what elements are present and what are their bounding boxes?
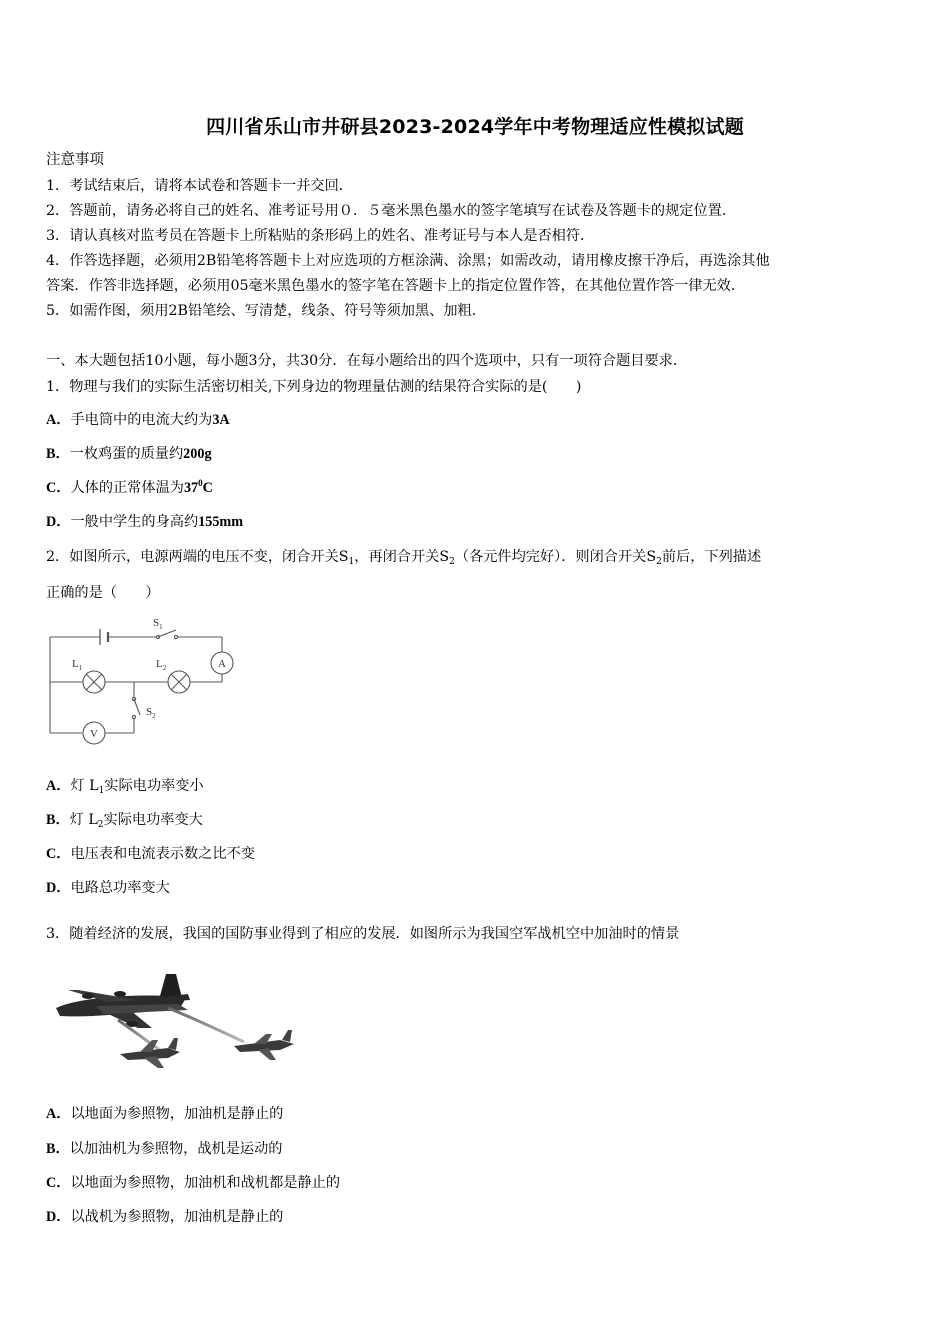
stem-part: 前后，下列描述 (661, 549, 762, 565)
stem-part: 2．如图所示，电源两端的电压不变，闭合开关S (46, 549, 349, 565)
circuit-diagram (44, 615, 244, 750)
notice-item: 3．请认真核对监考员在答题卡上所粘贴的条形码上的姓名、准考证号与本人是否相符． (46, 228, 595, 244)
option-superscript: 0 (198, 478, 203, 488)
subscript: 2 (97, 820, 104, 830)
option-letter: A． (46, 1106, 71, 1122)
option-value: 155mm (198, 514, 244, 530)
option-text: 以地面为参照物，加油机和战机都是静止的 (70, 1175, 341, 1191)
option-value: 37 (183, 480, 199, 496)
notice-item: 2．答题前，请务必将自己的姓名、准考证号用０．５毫米黑色墨水的签字笔填写在试卷及答题卡的规定位置． (46, 203, 737, 219)
option-text: 灯 L (69, 812, 98, 828)
q2-option-a (46, 776, 204, 798)
option-text: 电压表和电流表示数之比不变 (70, 846, 255, 862)
question-2-stem (46, 547, 761, 569)
stem-part: ，再闭合开关S (354, 549, 450, 565)
q2-option-b (46, 810, 203, 832)
notice-item: 答案．作答非选择题，必须用05毫米黑色墨水的签字笔在答题卡上的指定位置作答，在其他位置作答一律无效． (46, 278, 746, 294)
lamp-l2-label: $L_2$ (156, 658, 167, 672)
option-letter: B． (46, 446, 70, 462)
notice-heading: 注意事项 (46, 152, 104, 168)
notice-item: 4．作答选择题，必须用2B铅笔将答题卡上对应选项的方框涂满、涂黑；如需改动，请用橡皮擦干净后，再选涂其他 (46, 253, 770, 269)
option-text: 手电筒中的电流大约为 (70, 412, 213, 428)
subscript: 1 (348, 557, 355, 567)
q3-option-a (46, 1104, 283, 1124)
option-text: 一般中学生的身高约 (70, 514, 199, 530)
subscript: 2 (656, 557, 662, 567)
option-value: 200g (183, 446, 212, 462)
option-text: 实际电功率变大 (103, 812, 203, 828)
notice-item: 5．如需作图，须用2B铅笔绘、写清楚，线条、符号等须加黑、加粗． (46, 303, 486, 319)
option-text: 电路总功率变大 (70, 880, 170, 896)
option-letter: D． (46, 1209, 71, 1225)
option-text: 一枚鸡蛋的质量约 (69, 446, 184, 462)
option-value: 3A (212, 412, 230, 428)
q1-option-a (46, 410, 230, 430)
option-letter: D． (46, 880, 71, 896)
section-intro: 一、本大题包括10小题，每小题3分，共30分．在每小题给出的四个选项中，只有一项符合题目要求． (46, 353, 688, 369)
q3-option-d (46, 1207, 283, 1227)
option-letter: B． (46, 812, 70, 828)
option-text: 以地面为参照物，加油机是静止的 (70, 1106, 284, 1122)
option-letter: A． (46, 778, 71, 794)
option-text: 以加油机为参照物，战机是运动的 (69, 1141, 283, 1157)
subscript: 2 (449, 557, 455, 567)
option-letter: D． (46, 514, 71, 530)
option-letter: C． (46, 480, 71, 496)
stem-part: （各元件均完好）．则闭合开关S (454, 549, 657, 565)
q1-option-d (46, 512, 243, 532)
switch-s1-label: $S_1$ (153, 617, 163, 631)
q3-option-b (46, 1139, 282, 1159)
option-letter: B． (46, 1141, 70, 1157)
notice-item: 1．考试结束后，请将本试卷和答题卡一并交回． (46, 178, 353, 194)
option-text: 以战机为参照物，加油机是静止的 (70, 1209, 284, 1225)
voltmeter-label: V (90, 728, 98, 740)
page-title: 四川省乐山市井研县2023-2024学年中考物理适应性模拟试题 (206, 116, 744, 138)
question-3-stem: 3．随着经济的发展，我国的国防事业得到了相应的发展．如图所示为我国空军战机空中加油时的情景 (46, 926, 680, 942)
q1-option-b (46, 444, 212, 464)
q2-option-c (46, 844, 255, 864)
option-letter: C． (46, 1175, 71, 1191)
subscript: 1 (98, 786, 105, 796)
option-text: 实际电功率变小 (104, 778, 204, 794)
aerial-refueling-image (48, 968, 308, 1078)
q1-option-c (46, 478, 213, 499)
option-letter: C． (46, 846, 71, 862)
q3-option-c (46, 1173, 340, 1193)
lamp-l1-label: $L_1$ (72, 658, 83, 672)
option-letter: A． (46, 412, 71, 428)
q2-option-d (46, 878, 170, 898)
ammeter-label: A (218, 658, 226, 670)
option-text: 灯 L (70, 778, 99, 794)
option-text: 人体的正常体温为 (70, 480, 184, 496)
question-1-stem: 1．物理与我们的实际生活密切相关,下列身边的物理量估测的结果符合实际的是( ) (46, 379, 582, 395)
question-2-stem-line2: 正确的是（ ） (46, 585, 160, 601)
option-unit: C (202, 480, 213, 496)
switch-s2-label: $S_2$ (146, 706, 156, 720)
